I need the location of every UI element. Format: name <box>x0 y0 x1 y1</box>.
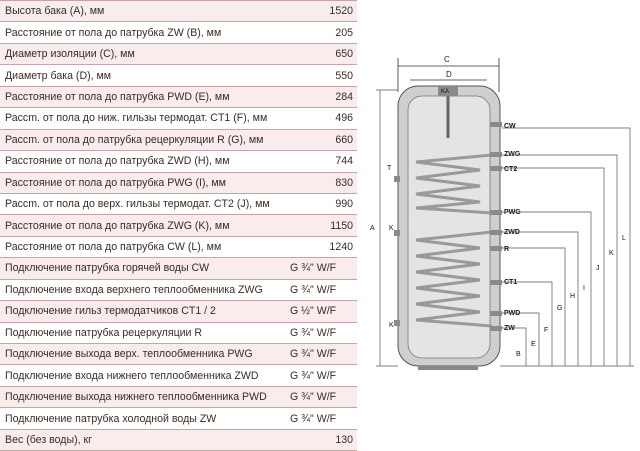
feet <box>418 366 478 370</box>
spec-value: 496 <box>288 108 357 129</box>
dim-label-j: J <box>596 265 600 272</box>
port-label-ct1: CT1 <box>504 279 518 286</box>
spec-label: Расстояние от пола до патрубка ZWD (H), мм <box>0 151 288 172</box>
spec-value: G ¾" W/F <box>288 279 357 300</box>
dim-label-e: E <box>531 341 536 348</box>
spec-label: Подключение выхода нижнего теплообменника PWD <box>0 386 288 407</box>
dim-label-b: B <box>516 351 521 358</box>
spec-value: 130 <box>288 429 357 450</box>
spec-label: Подключение выхода верх. теплообменника PWG <box>0 344 288 365</box>
spec-value: 830 <box>288 172 357 193</box>
spec-row <box>0 365 357 386</box>
spec-row <box>0 215 357 236</box>
spec-row <box>0 408 357 429</box>
spec-label: Рассm. от пола до верх. гильзы термодат. CT2 (J), мм <box>0 193 288 214</box>
spec-value: 660 <box>288 129 357 150</box>
spec-value: 1520 <box>288 1 357 22</box>
dim-label-a: A <box>370 225 375 232</box>
spec-label: Подключение патрубка горячей воды CW <box>0 258 288 279</box>
spec-value: G ½" W/F <box>288 301 357 322</box>
port-label-zw: ZW <box>504 325 515 332</box>
spec-label: Расстояние от пола до патрубка ZWG (K), мм <box>0 215 288 236</box>
dim-label-f: F <box>544 327 549 334</box>
spec-label: Вес (без воды), кг <box>0 429 288 450</box>
spec-value: G ¾" W/F <box>288 344 357 365</box>
spec-value: 990 <box>288 193 357 214</box>
spec-row <box>0 65 357 86</box>
spec-value: G ¾" W/F <box>288 386 357 407</box>
spec-row <box>0 258 357 279</box>
spec-row <box>0 386 357 407</box>
spec-label: Подключение патрубка холодной воды ZW <box>0 408 288 429</box>
spec-row <box>0 1 357 22</box>
spec-label: Расстояние от пола до патрубка PWD (E), мм <box>0 86 288 107</box>
port-label-ct2: CT2 <box>504 166 518 173</box>
spec-value: 650 <box>288 43 357 64</box>
height-dim-labels <box>516 235 626 358</box>
spec-row <box>0 86 357 107</box>
spec-value: G ¾" W/F <box>288 408 357 429</box>
port-label-zwg: ZWG <box>504 151 521 158</box>
spec-row <box>0 22 357 43</box>
spec-value: 744 <box>288 151 357 172</box>
spec-label: Подключение входа верхнего теплообменника ZWG <box>0 279 288 300</box>
spec-value: 1150 <box>288 215 357 236</box>
spec-row <box>0 322 357 343</box>
spec-value: 205 <box>288 22 357 43</box>
spec-label: Расстояние от пола до патрубка CW (L), мм <box>0 236 288 257</box>
spec-row <box>0 43 357 64</box>
port-label-zwd: ZWD <box>504 229 520 236</box>
spec-value: G ¾" W/F <box>288 322 357 343</box>
spec-label: Диаметр изоляции (С), мм <box>0 43 288 64</box>
spec-value: 284 <box>288 86 357 107</box>
spec-row <box>0 172 357 193</box>
side-label-k-lower: K <box>389 322 394 329</box>
spec-row <box>0 193 357 214</box>
spec-value: G ¾" W/F <box>288 258 357 279</box>
top-label-ka: KA <box>441 89 450 95</box>
port-label-cw: CW <box>504 123 516 130</box>
spec-label: Расстояние от пола до патрубка PWG (I), мм <box>0 172 288 193</box>
dim-label-d: D <box>446 70 452 79</box>
spec-row <box>0 301 357 322</box>
spec-label: Подключение гильз термодатчиков CT1 / 2 <box>0 301 288 322</box>
height-dimensions <box>500 128 634 366</box>
dim-label-i: I <box>583 285 585 292</box>
spec-value: 550 <box>288 65 357 86</box>
dim-label-l: L <box>622 235 626 242</box>
spec-row <box>0 344 357 365</box>
spec-label: Подключение патрубка рецеркуляции R <box>0 322 288 343</box>
spec-label: Диаметр бака (D), мм <box>0 65 288 86</box>
spec-row <box>0 236 357 257</box>
spec-row <box>0 279 357 300</box>
dim-label-g: G <box>557 305 563 312</box>
dim-label-c: C <box>444 55 450 64</box>
dim-label-k: K <box>609 250 614 257</box>
spec-row <box>0 108 357 129</box>
port-label-pwg: PWG <box>504 209 521 216</box>
spec-row <box>0 151 357 172</box>
dim-label-h: H <box>570 293 576 300</box>
spec-row <box>0 429 357 450</box>
spec-label: Рассm. от пола до патрубка рецеркуляции R (G), мм <box>0 129 288 150</box>
spec-label: Подключение входа нижнего теплообменника ZWD <box>0 365 288 386</box>
spec-label: Рассm. от пола до ниж. гильзы термодат. CT1 (F), мм <box>0 108 288 129</box>
spec-row <box>0 129 357 150</box>
boiler-diagram <box>360 40 640 439</box>
spec-value: 1240 <box>288 236 357 257</box>
port-label-pwd: PWD <box>504 310 521 317</box>
side-label-k-upper: K <box>389 225 394 232</box>
spec-label: Расстояние от пола до патрубка ZW (B), мм <box>0 22 288 43</box>
spec-label: Высота бака (А), мм <box>0 1 288 22</box>
port-label-r: R <box>504 246 510 253</box>
side-label-t: T <box>387 165 392 172</box>
spec-value: G ¾" W/F <box>288 365 357 386</box>
